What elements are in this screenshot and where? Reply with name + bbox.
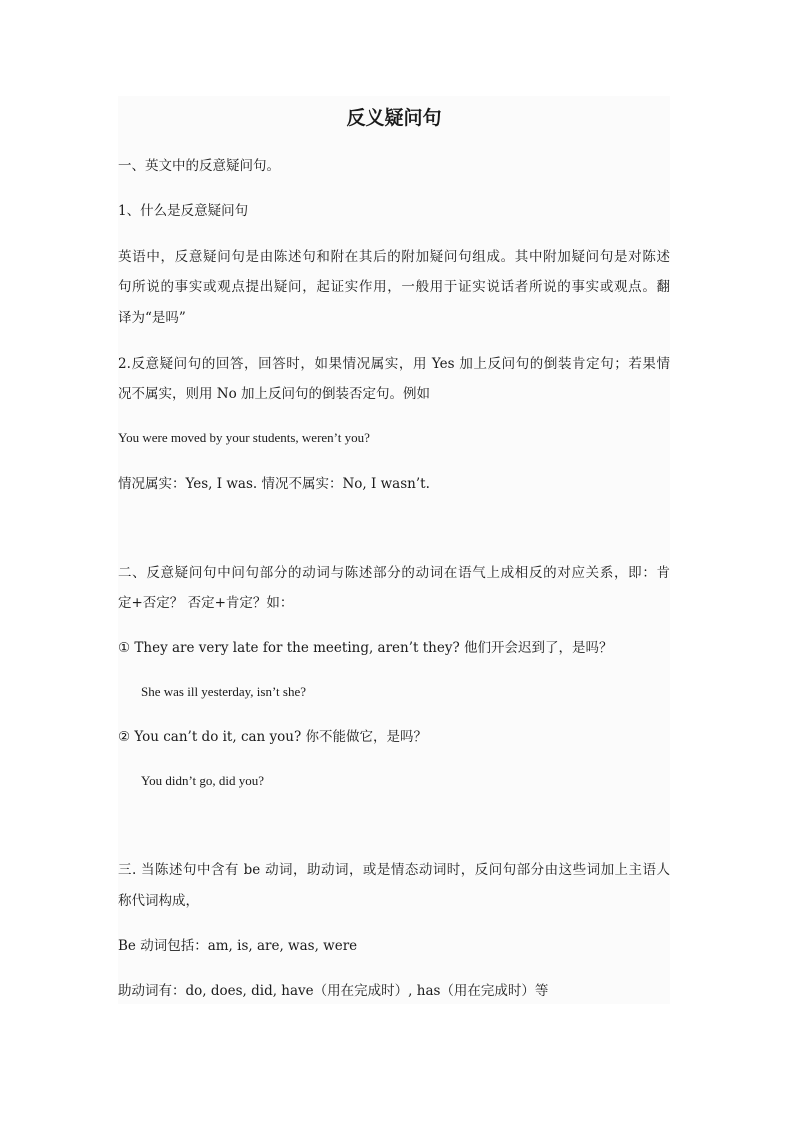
page-title: 反义疑问句 [346,107,442,129]
example-sentence: You were moved by your students, weren’t you? [118,430,370,445]
aux-verbs-line: 助动词有：do, does, did, have（用在完成时）, has（用在完成时）等 [118,983,549,999]
section-heading-2: 二、反意疑问句中问句部分的动词与陈述部分的动词在语气上成相反的对应关系，即：肯 [118,565,670,581]
document-page [118,96,670,1004]
example-sentence: She was ill yesterday, isn’t she? [141,684,306,699]
section-heading-3-cont: 称代词构成， [118,893,199,909]
section-heading-1: 一、英文中的反意疑问句。 [118,158,280,174]
section-heading-3: 三. 当陈述句中含有 be 动词，助动词，或是情态动词时，反问句部分由这些词加上主语人 [118,862,670,878]
example-item-1: ① They are very late for the meeting, aren’t they? 他们开会迟到了，是吗？ [118,640,613,656]
paragraph-line: 句所说的事实或观点提出疑问，起证实作用，一般用于证实说话者所说的事实或观点。翻 [118,279,670,295]
example-sentence: You didn’t go, did you? [141,773,265,788]
paragraph-line: 况不属实，则用 No 加上反问句的倒装否定句。例如 [118,386,431,402]
example-item-2: ② You can’t do it, can you? 你不能做它，是吗？ [118,729,428,745]
example-answer: 情况属实：Yes, I was. 情况不属实：No, I wasn’t. [118,476,430,492]
paragraph-line: 英语中，反意疑问句是由陈述句和附在其后的附加疑问句组成。其中附加疑问句是对陈述 [118,249,670,265]
paragraph-line: 译为“是吗” [118,310,186,326]
subheading-1-1: 1、什么是反意疑问句 [118,203,249,219]
be-verbs-line: Be 动词包括：am, is, are, was, were [118,938,358,954]
section-heading-2-cont: 定+否定？ 否定+肯定？如： [118,595,294,611]
paragraph-line: 2.反意疑问句的回答，回答时，如果情况属实，用 Yes 加上反问句的倒装肯定句；若果情 [118,356,670,372]
